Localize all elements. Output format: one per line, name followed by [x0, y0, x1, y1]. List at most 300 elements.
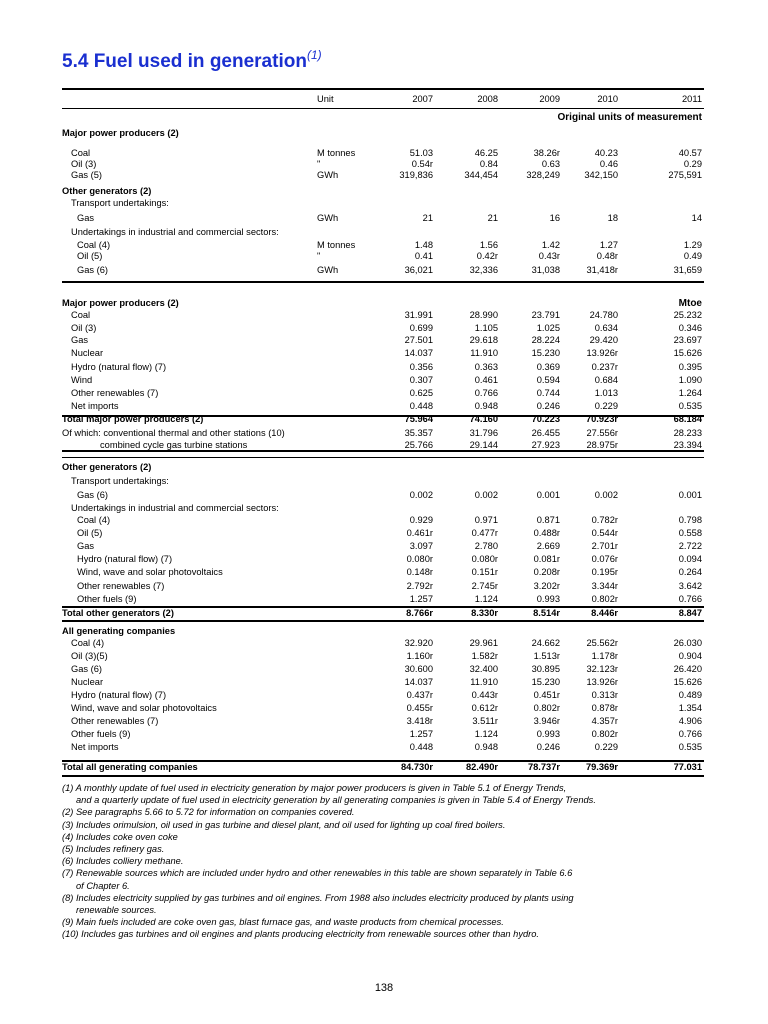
- value-cell: 0.48r: [596, 251, 618, 261]
- value-cell: 0.29: [683, 159, 702, 169]
- section-heading: [62, 128, 704, 139]
- value-cell: 0.001: [536, 490, 560, 500]
- row-label: Hydro (natural flow) (7): [71, 362, 167, 372]
- value-cell: 28.975r: [586, 440, 618, 450]
- value-cell: 23.791: [531, 310, 560, 320]
- row-label: Oil (3): [71, 323, 97, 333]
- unit-cell: ": [317, 251, 321, 261]
- value-cell: 0.229: [594, 742, 618, 752]
- value-cell: 18: [607, 213, 618, 223]
- value-cell: 0.080r: [406, 554, 433, 564]
- value-cell: 79.369r: [585, 762, 618, 772]
- subheader-row: [62, 112, 704, 123]
- row-label: Other fuels (9): [77, 594, 137, 604]
- value-cell: 28.233: [673, 428, 702, 438]
- value-cell: 1.160r: [406, 651, 433, 661]
- value-cell: 2.669: [536, 541, 560, 551]
- value-cell: 0.625: [409, 388, 433, 398]
- value-cell: 0.699: [409, 323, 433, 333]
- value-cell: 30.895: [531, 664, 560, 674]
- unit-cell: GWh: [317, 213, 339, 223]
- value-cell: 0.802r: [591, 594, 618, 604]
- value-cell: 8.847: [678, 608, 702, 618]
- value-cell: 15.626: [673, 677, 702, 687]
- unit-cell: M tonnes: [317, 148, 356, 158]
- table-row: [62, 388, 704, 399]
- row-label: Gas: [77, 541, 95, 551]
- table-rule: [62, 457, 704, 458]
- value-cell: 0.346: [678, 323, 702, 333]
- table-row: [62, 541, 704, 552]
- row-label: Gas (5): [71, 170, 102, 180]
- value-cell: 24.662: [531, 638, 560, 648]
- value-cell: 15.230: [531, 348, 560, 358]
- value-cell: 16: [549, 213, 560, 223]
- unit-cell: GWh: [317, 170, 339, 180]
- value-cell: 0.488r: [533, 528, 560, 538]
- table-row: [62, 716, 704, 727]
- table-row: [62, 198, 704, 209]
- value-cell: 1.354: [678, 703, 702, 713]
- footnote-line: (7) Renewable sources which are included under hydro and other renewables in this table are shown separately in Table 6.6: [62, 868, 573, 879]
- row-label: Transport undertakings:: [71, 198, 169, 208]
- value-cell: 8.330r: [471, 608, 498, 618]
- value-cell: 25.562r: [586, 638, 618, 648]
- value-cell: 46.25: [474, 148, 498, 158]
- row-label: Other renewables (7): [71, 388, 159, 398]
- footnote-line: (2) See paragraphs 5.66 to 5.72 for information on companies covered.: [62, 807, 355, 818]
- value-cell: 78.737r: [527, 762, 560, 772]
- value-cell: 70.223: [531, 414, 560, 424]
- footnote-line: (4) Includes coke oven coke: [62, 831, 178, 842]
- row-label: Other generators (2): [62, 186, 152, 196]
- value-cell: 0.594: [536, 375, 560, 385]
- value-cell: 0.535: [678, 742, 702, 752]
- row-label: Oil (5): [77, 251, 103, 261]
- value-cell: 14: [691, 213, 702, 223]
- value-cell: 0.448: [409, 742, 433, 752]
- value-cell: 0.535: [678, 401, 702, 411]
- value-cell: 0.461r: [406, 528, 433, 538]
- value-cell: 29.144: [469, 440, 498, 450]
- table-row: [62, 148, 704, 159]
- table-row: [62, 213, 704, 224]
- value-cell: 1.42: [541, 240, 560, 250]
- value-cell: 0.246: [536, 401, 560, 411]
- value-cell: 3.344r: [591, 581, 618, 591]
- value-cell: 0.477r: [471, 528, 498, 538]
- value-cell: 8.446r: [591, 608, 618, 618]
- year-header: 2008: [477, 94, 498, 104]
- value-cell: 1.257: [409, 729, 433, 739]
- row-label: Net imports: [71, 742, 119, 752]
- value-cell: 275,591: [668, 170, 702, 180]
- title-footnote-ref: (1): [306, 48, 322, 62]
- value-cell: 0.634: [594, 323, 618, 333]
- value-cell: 31,659: [673, 265, 702, 275]
- value-cell: 77.031: [673, 762, 702, 772]
- row-label: Wind: [71, 375, 93, 385]
- section-heading: [62, 298, 704, 309]
- row-label: All generating companies: [62, 626, 176, 636]
- value-cell: 0.002: [409, 490, 433, 500]
- footnote-line: (5) Includes refinery gas.: [62, 844, 165, 855]
- footnote-line: (6) Includes colliery methane.: [62, 856, 184, 867]
- unit-cell: M tonnes: [317, 240, 356, 250]
- value-cell: 0.148r: [406, 567, 433, 577]
- value-cell: 1.124: [474, 594, 498, 604]
- value-cell: 1.025: [536, 323, 560, 333]
- row-label: Wind, wave and solar photovoltaics: [77, 567, 223, 577]
- year-header: 2010: [597, 94, 618, 104]
- value-cell: 29.618: [469, 335, 498, 345]
- value-cell: 1.124: [474, 729, 498, 739]
- section-heading: [62, 462, 704, 473]
- value-cell: 0.455r: [406, 703, 433, 713]
- value-cell: 1.264: [678, 388, 702, 398]
- value-cell: 0.41: [414, 251, 433, 261]
- table-row: [62, 742, 704, 753]
- row-label: Coal: [71, 310, 91, 320]
- table-row: [62, 428, 704, 439]
- total-row: [62, 414, 704, 425]
- table-row: [62, 401, 704, 412]
- value-cell: 0.878r: [591, 703, 618, 713]
- value-cell: 0.798: [678, 515, 702, 525]
- table-row: [62, 729, 704, 740]
- page-number: 138: [374, 982, 394, 994]
- value-cell: 1.27: [599, 240, 618, 250]
- table-row: [62, 159, 704, 170]
- value-cell: 75.964: [404, 414, 433, 424]
- value-cell: 0.076r: [591, 554, 618, 564]
- value-cell: 31,418r: [586, 265, 618, 275]
- value-cell: 0.151r: [471, 567, 498, 577]
- value-cell: 1.29: [683, 240, 702, 250]
- row-label: Nuclear: [71, 677, 104, 687]
- value-cell: 31.796: [469, 428, 498, 438]
- unit-cell: GWh: [317, 265, 339, 275]
- table-row: [62, 503, 704, 514]
- value-cell: 0.461: [474, 375, 498, 385]
- footnote-line: renewable sources.: [76, 905, 157, 916]
- value-cell: 1.48: [414, 240, 433, 250]
- value-cell: 32.920: [404, 638, 433, 648]
- mtoe-label: Mtoe: [678, 298, 702, 309]
- row-label: Undertakings in industrial and commercial sectors:: [71, 503, 279, 513]
- row-label: combined cycle gas turbine stations: [100, 440, 248, 450]
- table-row: [62, 362, 704, 373]
- value-cell: 28.224: [531, 335, 560, 345]
- value-cell: 0.904: [678, 651, 702, 661]
- value-cell: 0.237r: [591, 362, 618, 372]
- value-cell: 0.094: [678, 554, 702, 564]
- table-row: [62, 375, 704, 386]
- row-label: Gas: [77, 213, 95, 223]
- footnotes: [62, 782, 722, 941]
- value-cell: 1.013: [594, 388, 618, 398]
- table-row: [62, 554, 704, 565]
- table-row: [62, 440, 704, 451]
- value-cell: 3.418r: [406, 716, 433, 726]
- row-label: Hydro (natural flow) (7): [71, 690, 167, 700]
- value-cell: 1.257: [409, 594, 433, 604]
- value-cell: 26.030: [673, 638, 702, 648]
- table-row: [62, 335, 704, 346]
- value-cell: 4.906: [678, 716, 702, 726]
- value-cell: 0.49: [683, 251, 702, 261]
- value-cell: 319,836: [399, 170, 433, 180]
- row-label: Total major power producers (2): [62, 414, 204, 424]
- value-cell: 0.002: [474, 490, 498, 500]
- table-row: [62, 490, 704, 501]
- footnote-line: (10) Includes gas turbines and oil engines and plants producing electricity from renewable sources other than hydro.: [62, 929, 539, 940]
- table-row: [62, 638, 704, 649]
- table-row: [62, 170, 704, 181]
- value-cell: 28.990: [469, 310, 498, 320]
- value-cell: 0.363: [474, 362, 498, 372]
- value-cell: 25.766: [404, 440, 433, 450]
- year-header: 2011: [682, 94, 702, 104]
- value-cell: 0.002: [594, 490, 618, 500]
- row-label: Other generators (2): [62, 462, 152, 472]
- value-cell: 0.313r: [591, 690, 618, 700]
- value-cell: 0.395: [678, 362, 702, 372]
- value-cell: 0.782r: [591, 515, 618, 525]
- value-cell: 24.780: [589, 310, 618, 320]
- value-cell: 0.195r: [591, 567, 618, 577]
- value-cell: 0.766: [474, 388, 498, 398]
- table-rule: [62, 620, 704, 622]
- total-row: [62, 762, 704, 773]
- value-cell: 0.612r: [471, 703, 498, 713]
- row-label: Coal (4): [77, 240, 111, 250]
- value-cell: 1.513r: [533, 651, 560, 661]
- value-cell: 0.993: [536, 729, 560, 739]
- table-row: [62, 567, 704, 578]
- value-cell: 82.490r: [465, 762, 498, 772]
- value-cell: 0.208r: [533, 567, 560, 577]
- table-row: [62, 594, 704, 605]
- value-cell: 0.46: [599, 159, 618, 169]
- value-cell: 3.511r: [472, 716, 498, 726]
- value-cell: 0.802r: [533, 703, 560, 713]
- table-row: [62, 348, 704, 359]
- value-cell: 0.264: [678, 567, 702, 577]
- row-label: Gas (6): [77, 490, 108, 500]
- value-cell: 21: [487, 213, 498, 223]
- value-cell: 0.84: [479, 159, 498, 169]
- value-cell: 51.03: [409, 148, 433, 158]
- row-label: Gas (6): [71, 664, 102, 674]
- row-label: Major power producers (2): [62, 298, 179, 308]
- value-cell: 328,249: [526, 170, 560, 180]
- value-cell: 0.489: [678, 690, 702, 700]
- row-label: Other fuels (9): [71, 729, 131, 739]
- value-cell: 0.437r: [406, 690, 433, 700]
- value-cell: 1.582r: [471, 651, 498, 661]
- row-label: Wind, wave and solar photovoltaics: [71, 703, 217, 713]
- value-cell: 0.001: [678, 490, 702, 500]
- row-label: Oil (5): [77, 528, 103, 538]
- row-label: Transport undertakings:: [71, 476, 169, 486]
- table-row: [62, 528, 704, 539]
- value-cell: 0.993: [536, 594, 560, 604]
- title-text: 5.4 Fuel used in generation: [62, 51, 307, 72]
- footnote-line: (8) Includes electricity supplied by gas turbines and oil engines. From 1988 also includes electricity produced by plants using: [62, 892, 574, 903]
- value-cell: 40.23: [594, 148, 618, 158]
- value-cell: 0.766: [678, 594, 702, 604]
- table-row: [62, 240, 704, 251]
- value-cell: 0.684: [594, 375, 618, 385]
- year-header: 2007: [412, 94, 433, 104]
- value-cell: 11.910: [470, 677, 498, 687]
- page-title: [62, 48, 322, 73]
- value-cell: 0.766: [678, 729, 702, 739]
- value-cell: 0.544r: [591, 528, 618, 538]
- value-cell: 3.946r: [533, 716, 560, 726]
- table-row: [62, 476, 704, 487]
- value-cell: 0.54r: [411, 159, 433, 169]
- value-cell: 26.455: [531, 428, 560, 438]
- footnote-line: (1) A monthly update of fuel used in electricity generation by major power producers is given in Table 5.1 of Energy Trends,: [62, 783, 567, 793]
- value-cell: 0.451r: [533, 690, 560, 700]
- value-cell: 32.400: [469, 664, 498, 674]
- row-label: Hydro (natural flow) (7): [77, 554, 173, 564]
- value-cell: 4.357r: [591, 716, 618, 726]
- value-cell: 0.63: [541, 159, 560, 169]
- value-cell: 29.420: [589, 335, 618, 345]
- value-cell: 70.923r: [585, 414, 618, 424]
- value-cell: 0.229: [594, 401, 618, 411]
- value-cell: 27.923: [531, 440, 560, 450]
- row-label: Other renewables (7): [77, 581, 165, 591]
- table-row: [62, 581, 704, 592]
- value-cell: 23.394: [673, 440, 702, 450]
- table-row: [62, 227, 704, 238]
- value-cell: 8.766r: [406, 608, 433, 618]
- row-label: Gas: [71, 335, 89, 345]
- value-cell: 2.745r: [471, 581, 498, 591]
- table-row: [62, 515, 704, 526]
- table-row: [62, 703, 704, 714]
- table-row: [62, 664, 704, 675]
- table-row: [62, 651, 704, 662]
- section-heading: [62, 186, 704, 197]
- value-cell: 3.642: [678, 581, 702, 591]
- value-cell: 2.722: [678, 541, 702, 551]
- value-cell: 31.991: [404, 310, 433, 320]
- value-cell: 14.037: [404, 677, 433, 687]
- value-cell: 32,336: [469, 265, 498, 275]
- value-cell: 27.501: [404, 335, 433, 345]
- value-cell: 2.792r: [406, 581, 433, 591]
- value-cell: 2.701r: [591, 541, 618, 551]
- value-cell: 26.420: [673, 664, 702, 674]
- value-cell: 14.037: [404, 348, 433, 358]
- value-cell: 31,038: [531, 265, 560, 275]
- table-row: [62, 323, 704, 334]
- value-cell: 0.43r: [538, 251, 560, 261]
- value-cell: 1.178r: [591, 651, 618, 661]
- value-cell: 1.090: [678, 375, 702, 385]
- value-cell: 0.802r: [591, 729, 618, 739]
- table-row: [62, 251, 704, 262]
- value-cell: 0.307: [409, 375, 433, 385]
- row-label: Coal (4): [77, 515, 111, 525]
- row-label: Total other generators (2): [62, 608, 174, 618]
- value-cell: 0.871: [536, 515, 560, 525]
- value-cell: 0.929: [409, 515, 433, 525]
- value-cell: 40.57: [678, 148, 702, 158]
- value-cell: 84.730r: [400, 762, 433, 772]
- row-label: Major power producers (2): [62, 128, 179, 138]
- value-cell: 0.246: [536, 742, 560, 752]
- footnote-line: (3) Includes orimulsion, oil used in gas turbine and diesel plant, and oil used for lighting up coal fired boilers.: [62, 819, 506, 830]
- value-cell: 8.514r: [533, 608, 560, 618]
- value-cell: 0.744: [536, 388, 560, 398]
- units-subheader: Original units of measurement: [557, 112, 702, 123]
- total-row: [62, 608, 704, 619]
- value-cell: 36,021: [404, 265, 433, 275]
- value-cell: 23.697: [673, 335, 702, 345]
- row-label: Of which: conventional thermal and other stations (10): [62, 428, 285, 438]
- value-cell: 13.926r: [586, 677, 618, 687]
- row-label: Total all generating companies: [62, 762, 198, 772]
- value-cell: 13.926r: [586, 348, 618, 358]
- header-rule: [62, 108, 704, 109]
- value-cell: 0.080r: [471, 554, 498, 564]
- unit-cell: ": [317, 159, 321, 169]
- row-label: Undertakings in industrial and commercial sectors:: [71, 227, 279, 237]
- value-cell: 68.184: [673, 414, 702, 424]
- row-label: Oil (3): [71, 159, 97, 169]
- value-cell: 32.123r: [586, 664, 618, 674]
- value-cell: 342,150: [584, 170, 618, 180]
- row-label: Coal (4): [71, 638, 105, 648]
- value-cell: 38.26r: [533, 148, 560, 158]
- value-cell: 0.948: [474, 742, 498, 752]
- footnote-line: of Chapter 6.: [76, 880, 130, 891]
- value-cell: 0.971: [474, 515, 498, 525]
- value-cell: 15.626: [673, 348, 702, 358]
- row-label: Coal: [71, 148, 91, 158]
- header-row: [62, 94, 704, 105]
- table-rule: [62, 775, 704, 777]
- value-cell: 15.230: [531, 677, 560, 687]
- value-cell: 30.600: [404, 664, 433, 674]
- value-cell: 0.558: [678, 528, 702, 538]
- row-label: Oil (3)(5): [71, 651, 108, 661]
- unit-header: Unit: [317, 94, 334, 104]
- table-top-rule: [62, 88, 704, 90]
- value-cell: 27.556r: [586, 428, 618, 438]
- table-row: [62, 690, 704, 701]
- row-label: Other renewables (7): [71, 716, 159, 726]
- value-cell: 1.56: [479, 240, 498, 250]
- table-rule: [62, 281, 704, 283]
- value-cell: 1.105: [474, 323, 498, 333]
- value-cell: 0.42r: [476, 251, 498, 261]
- footnote-line: (9) Main fuels included are coke oven gas, blast furnace gas, and waste products from chemical processes.: [62, 917, 504, 928]
- row-label: Nuclear: [71, 348, 104, 358]
- section-heading: [62, 626, 704, 637]
- year-header: 2009: [539, 94, 560, 104]
- value-cell: 11.910: [470, 348, 498, 358]
- value-cell: 74.160: [469, 414, 498, 424]
- value-cell: 25.232: [673, 310, 702, 320]
- value-cell: 2.780: [474, 541, 498, 551]
